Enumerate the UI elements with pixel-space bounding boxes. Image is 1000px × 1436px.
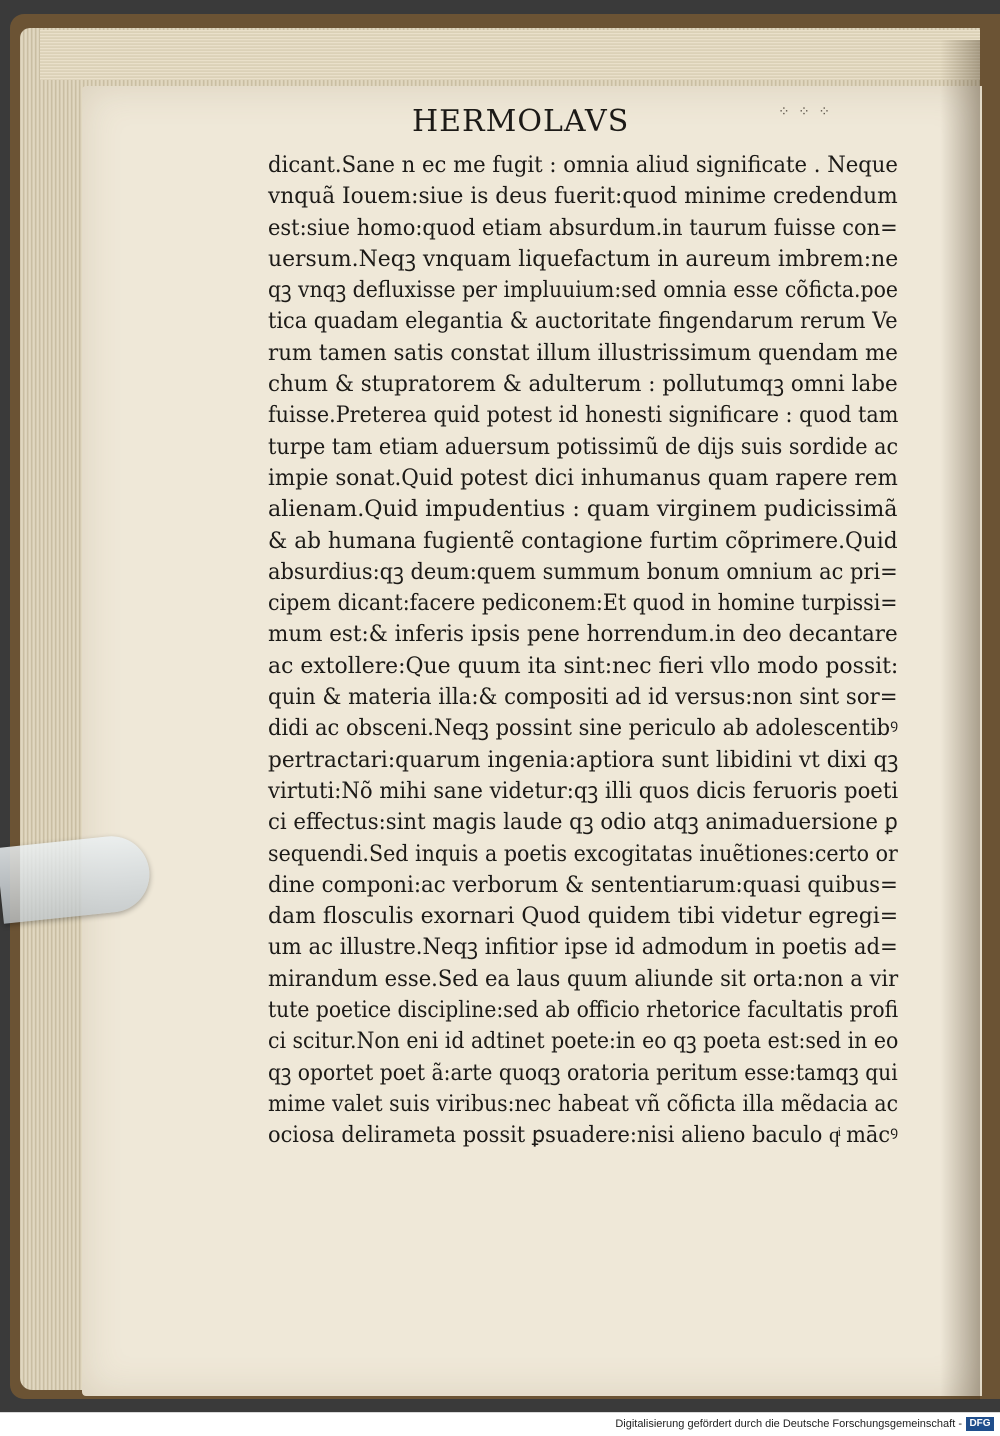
text-line: didi ac obsceni.Neqꝫ possint sine periculo ab adolescentibꝰ xyxy=(268,716,899,742)
text-line: cipem dicant:facere pediconem:Et quod in homine turpissi= xyxy=(268,591,898,617)
text-line: absurdius:qꝫ deum:quem summum bonum omnium ac pri= xyxy=(268,559,898,585)
text-line: tica quadam elegantia & auctoritate fingendarum rerum Ve xyxy=(268,309,898,335)
text-line: ociosa delirameta possit ꝑsuadere:nisi alieno baculo qͥ mācꝰ xyxy=(268,1123,899,1149)
text-line: ci effectus:sint magis laude qꝫ odio atqꝫ animaduersione ꝑ xyxy=(268,810,898,836)
text-line: dicant.Sane n ec me fugit : omnia aliud significate . Neque xyxy=(268,153,898,178)
text-line: turpe tam etiam aduersum potissimũ de dijs suis sordide ac xyxy=(268,434,899,460)
page-body-text xyxy=(268,150,908,1152)
text-line: qꝫ vnqꝫ defluxisse per impluuium:sed omnia esse cõficta.poe xyxy=(268,278,898,304)
text-line: impie sonat.Quid potest dici inhumanus quam rapere rem xyxy=(268,465,898,491)
text-line: ac extollere:Que quum ita sint:nec fieri vllo modo possit: xyxy=(268,653,899,679)
text-line: dine componi:ac verborum & sententiarum:quasi quibus= xyxy=(268,872,898,898)
text-line: uersum.Neqꝫ vnquam liquefactum in aureum imbrem:ne xyxy=(268,246,899,272)
top-page-edges xyxy=(40,30,980,80)
footer-bar xyxy=(0,1412,1000,1436)
text-line: pertractari:quarum ingenia:aptiora sunt libidini vt dixi qꝫ xyxy=(268,747,899,773)
spine-shadow xyxy=(940,40,980,1400)
text-line: dam flosculis exornari Quod quidem tibi videtur egregi= xyxy=(268,904,899,930)
corner-marks: ⁘ ⁘ ⁘ xyxy=(778,104,833,120)
text-line: & ab humana fugientẽ contagione furtim cõprimere.Quid xyxy=(268,528,898,554)
text-line: mirandum esse.Sed ea laus quum aliunde sit orta:non a vir xyxy=(268,966,899,992)
text-line: chum & stupratorem & adulterum : pollutumqꝫ omni labe xyxy=(268,372,898,398)
text-line: est:siue homo:quod etiam absurdum.in taurum fuisse con= xyxy=(268,215,898,241)
text-line: fuisse.Preterea quid potest id honesti significare : quod tam xyxy=(268,403,899,429)
text-line: qꝫ oportet poet ã:arte quoqꝫ oratoria peritum esse:tamqꝫ qui xyxy=(268,1060,898,1086)
running-head: HERMOLAVS xyxy=(412,104,630,139)
text-line: vnquã Iouem:siue is deus fuerit:quod minime credendum xyxy=(268,184,898,210)
text-line: rum tamen satis constat illum illustrissimum quendam me xyxy=(268,340,898,366)
text-line: virtuti:Nõ mihi sane videtur:qꝫ illi quos dicis feruoris poeti xyxy=(268,778,899,804)
text-line: alienam.Quid impudentius : quam virginem pudicissimã xyxy=(268,497,898,523)
text-line: ci scitur.Non eni id adtinet poete:in eo qꝫ poeta est:sed in eo xyxy=(268,1029,899,1055)
dfg-logo: DFG xyxy=(966,1417,994,1431)
text-line: tute poetice discipline:sed ab officio rhetorice facultatis profi xyxy=(268,998,899,1024)
text-line: quin & materia illa:& compositi ad id versus:non sint sor= xyxy=(268,685,898,711)
text-line: mum est:& inferis ipsis pene horrendum.in deo decantare xyxy=(268,622,898,648)
funding-credit: Digitalisierung gefördert durch die Deutsche Forschungsgemeinschaft - xyxy=(615,1418,962,1430)
text-line: mime valet suis viribus:nec habeat vñ cõficta illa mẽdacia ac xyxy=(268,1091,899,1117)
text-line: sequendi.Sed inquis a poetis excogitatas inuẽtiones:certo or xyxy=(268,841,898,867)
text-line: um ac illustre.Neqꝫ infitior ipse id admodum in poetis ad= xyxy=(268,935,898,961)
